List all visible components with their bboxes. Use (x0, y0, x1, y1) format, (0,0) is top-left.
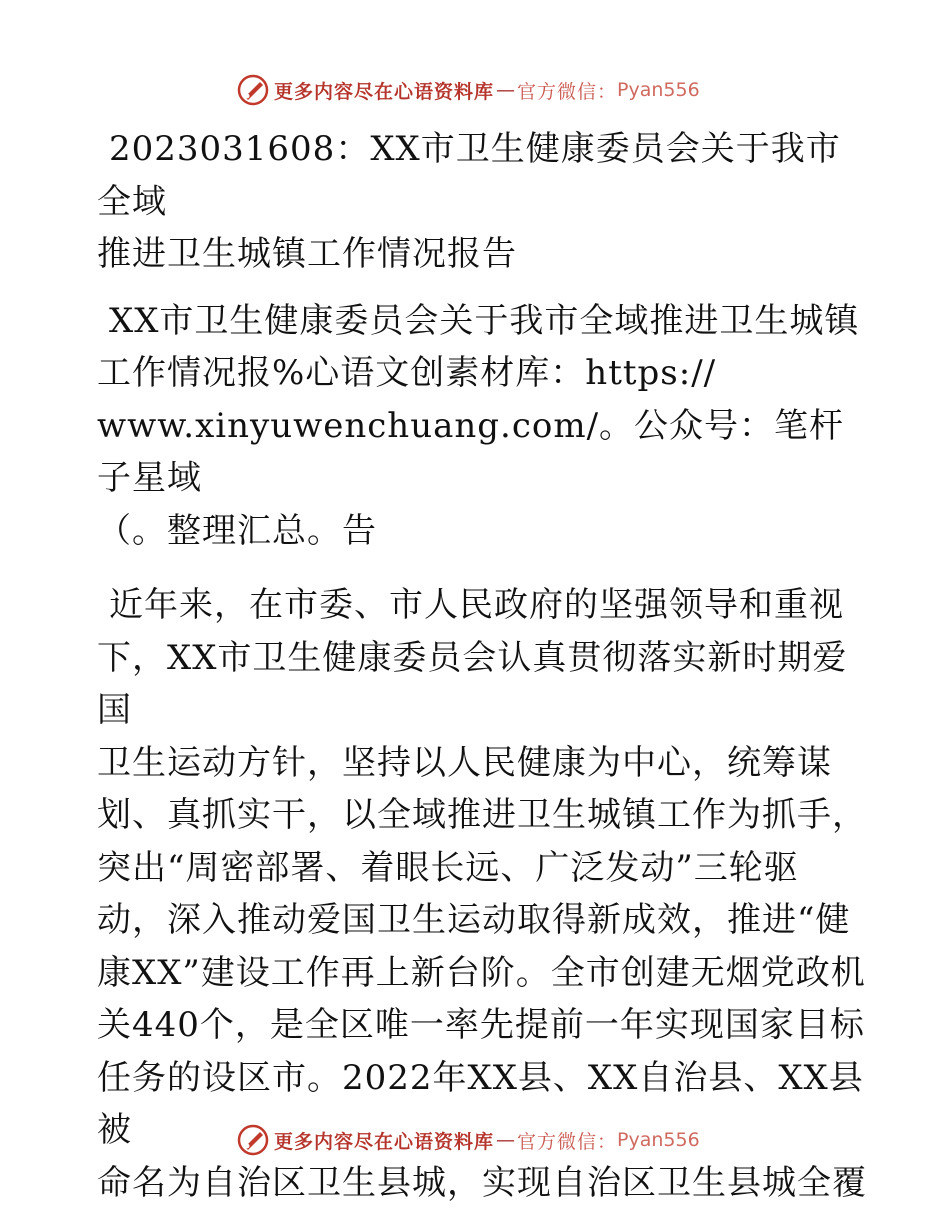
watermark-dash: — (496, 79, 516, 101)
watermark-main-text: 更多内容尽在心语资料库 (274, 1130, 495, 1153)
watermark-header (236, 70, 700, 110)
document-body: 近年来，在市委、市人民政府的坚强领导和重视 下，XX市卫生健康委员会认真贯彻落实新时期爱国 卫生运动方针，坚持以人民健康为中心，统筹谋 划、真抓实干，以全域推进卫生城镇工作为抓手， 突出“周密部署、着眼长远、广泛发动”三轮驱 动，深入推动爱国卫生运动取得新成效，推进“健 康XX”建设工作再上新台阶。全市创建无烟党政机 关440个，是全区唯一率先提前一年实现国家目标 任务的设区市。2022年XX县、XX自治县、XX县被 命名为自治区卫生县城，实现自治区卫生县城全覆 (97, 585, 867, 1203)
document-intro: XX市卫生健康委员会关于我市全域推进卫生城镇 工作情况报%心语文创素材库：https:// www.xinyuwenchuang.com/。公众号：笔杆子星域 （。整理汇总。告 (97, 300, 860, 551)
watermark-footer (236, 1120, 700, 1160)
watermark-official-label: 官方微信 (517, 80, 598, 103)
watermark-main-text: 更多内容尽在心语资料库 (274, 80, 495, 103)
watermark-wechat-id: Pyan556 (617, 1129, 700, 1151)
watermark-wechat-id: Pyan556 (617, 79, 700, 101)
logo-icon (236, 73, 270, 107)
document-title: 2023031608：XX市卫生健康委员会关于我市全域 推进卫生城镇工作情况报告 (97, 129, 841, 274)
watermark-colon: ： (597, 1130, 618, 1153)
watermark-official-label: 官方微信 (517, 1130, 598, 1153)
logo-icon (236, 1123, 270, 1157)
watermark-colon: ： (597, 80, 618, 103)
watermark-dash: — (496, 1129, 516, 1151)
document-content (97, 123, 867, 1209)
